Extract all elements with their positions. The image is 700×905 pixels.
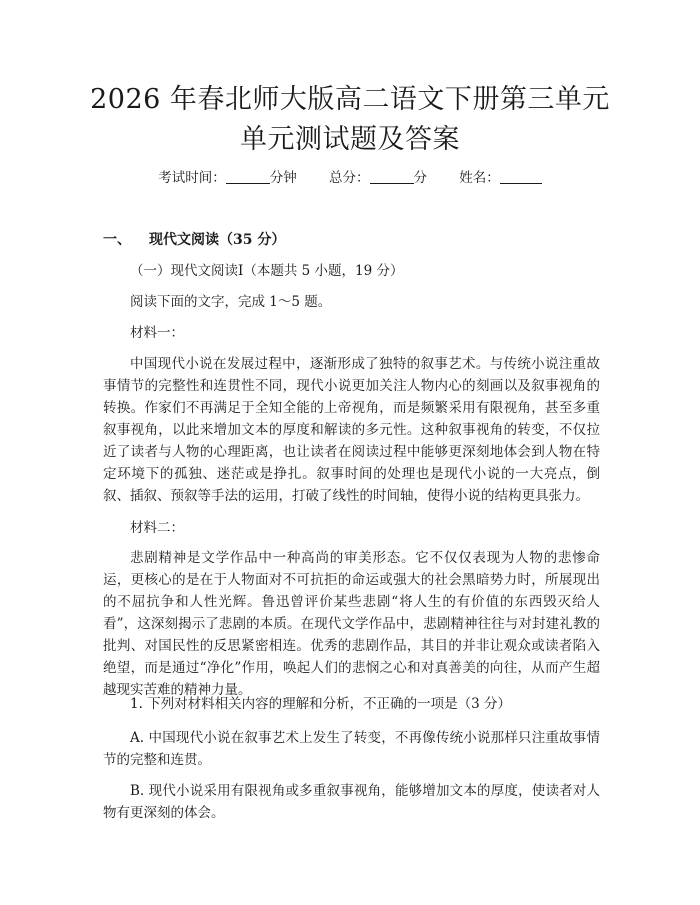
sub-section-heading: （一）现代文阅读Ⅰ（本题共 5 小题，19 分） [130,263,404,279]
material-one-label: 材料一： [130,325,184,341]
reading-instruction: 阅读下面的文字，完成 1～5 题。 [130,294,332,310]
material-two-label: 材料二： [130,520,184,536]
material-two-text: 悲剧精神是文学作品中一种高尚的审美形态。它不仅仅表现为人物的悲惨命运，更核心的是在于人物面对不可抗拒的命运或强大的社会黑暗势力时，所展现出的不屈抗争和人性光辉。鲁迅曾评价某些悲剧“将人生的有价值的东西毁灭给人看”，这深刻揭示了悲剧的本质。在现代文学作品中，悲剧精神往往与对封建礼教的批判、对国民性的反思紧密相连。优秀的悲剧作品，其目的并非让观众或读者陷入绝望，而是通过“净化”作用，唤起人们的悲悯之心和对真善美的向往，从而产生超越现实苦难的精神力量。 [103,550,600,698]
exam-info-line [0,168,700,188]
question-one-option-a[interactable]: A. 中国现代小说在叙事艺术上发生了转变，不再像传统小说那样只注重故事情节的完整和连贯。 [103,730,600,768]
section-number: 一、 [103,232,131,248]
name-label: 姓名： [459,170,500,186]
question-one-stem: 1. 下列对材料相关内容的理解和分析，不正确的一项是（3 分） [130,696,512,712]
total-score-unit: 分 [413,170,427,186]
total-score-field [329,170,431,186]
section-title: 现代文阅读（35 分） [149,232,286,248]
name-blank[interactable] [500,169,542,184]
section-heading [103,230,285,250]
exam-time-blank[interactable] [226,169,270,184]
material-one-text: 中国现代小说在发展过程中，逐渐形成了独特的叙事艺术。与传统小说注重故事情节的完整性和连贯性不同，现代小说更加关注人物内心的刻画以及叙事视角的转换。作家们不再满足于全知全能的上帝视角，而是频繁采用有限视角，甚至多重叙事视角，以此来增加文本的厚度和解读的多元性。这种叙事视角的转变，不仅拉近了读者与人物的心理距离，也让读者在阅读过程中能够更深刻地体会到人物在特定环境下的孤独、迷茫或是挣扎。叙事时间的处理也是现代小说的一大亮点，倒叙、插叙、预叙等手法的运用，打破了线性的时间轴，使得小说的结构更具张力。 [103,356,600,504]
exam-time-label: 考试时间： [158,170,226,186]
exam-time-unit: 分钟 [269,170,297,186]
page-title: 2026 年春北师大版高二语文下册第三单元单元测试题及答案 [90,84,610,155]
question-one-option-b[interactable]: B. 现代小说采用有限视角或多重叙事视角，能够增加文本的厚度，使读者对人物有更深刻的体会。 [103,783,600,821]
name-field [459,170,542,186]
total-score-label: 总分： [329,170,370,186]
exam-time-field [158,170,301,186]
total-score-blank[interactable] [370,169,414,184]
